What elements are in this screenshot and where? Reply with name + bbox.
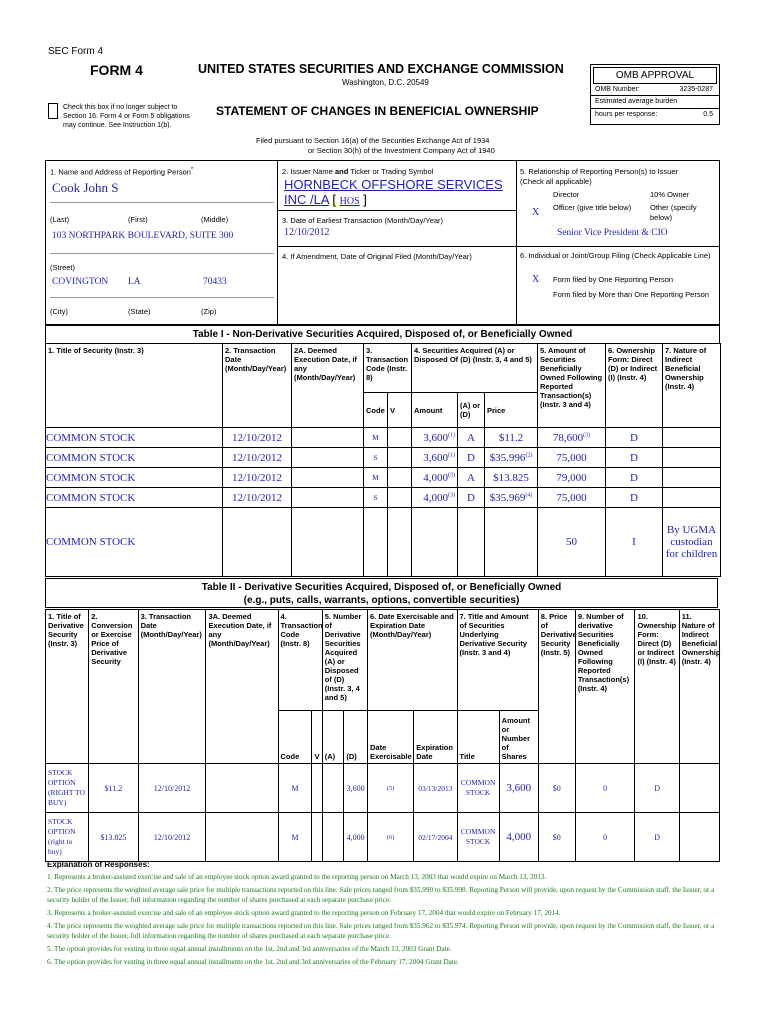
explanation-list [47,872,719,970]
officer-title: Senior Vice President & CIO [557,228,668,238]
one-person-option: Form filed by One Reporting Person [553,275,674,284]
reporting-person-section [45,160,720,325]
t1-date: 12/10/2012 [223,488,292,508]
t2-form-val: D [635,813,679,862]
t2-h10: 10. Ownership Form: Direct (D) or Indirect (I) (Instr. 4) [635,610,679,764]
reporting-person-name: Cook John S [52,180,119,195]
footnote-item: 1. Represents a broker-assisted exercise and sale of an employee stock option award granted to the reporting person on March 13, 2003 that would expire on March 13, 2013. [47,873,547,881]
t2-amt-val: 3,600 [499,764,538,813]
checkbox-instructions: Check this box if no longer subject to Section 16. Form 4 or Form 5 obligations may continue. See Instruction 1(b). [63,104,190,129]
officer-mark: X [532,207,540,218]
t1-h7: 7. Nature of Indirect Beneficial Ownership (Instr. 4) [663,344,721,428]
table-row [46,764,720,813]
t2-date-ex: Date Exercisable [367,711,413,764]
t2-code: Code [278,711,312,764]
t1-h1: 1. Title of Security (Instr. 3) [46,344,223,428]
t2-d: (D) [344,711,368,764]
t1-last-nature: By UGMA custodian for children [663,508,721,577]
table2-title: Table II - Derivative Securities Acquired, Disposed of, or Beneficially Owned [201,582,562,593]
t1-aord: (A) or (D) [458,393,485,428]
t2-conv-val: $13.825 [89,813,138,862]
table1 [45,343,721,577]
t1-price-val: $35.996$^{(2)}$ [485,448,538,468]
t2-code-val: M [278,813,312,862]
t1-h6: 6. Ownership Form: Direct (D) or Indirect (I) (Instr. 4) [606,344,663,428]
t1-amount-val: 3,600$^{(1)}$ [412,428,458,448]
t2-h6: 6. Date Exercisable and Expiration Date (Month/Day/Year) [367,610,457,711]
street-label: (Street) [50,263,76,272]
t2-h3a: 3A. Deemed Execution Date, if any (Month/Day/Year) [206,610,278,764]
city-value: COVINGTON [52,277,109,287]
t2-d-val: 4,000 [344,813,368,862]
t1-form-val: D [606,468,663,488]
earliest-transaction-date: 12/10/2012 [284,227,330,238]
form-label: SEC Form 4 [48,46,104,57]
first-label: (First) [128,215,148,224]
t1-h2: 2. Transaction Date (Month/Day/Year) [223,344,292,428]
t2-title-val: STOCK OPTION (right to buy) [46,813,89,862]
t1-owned-val: 79,000 [538,468,606,488]
t1-title: COMMON STOCK [46,448,223,468]
t1-amount-val: 3,600$^{(1)}$ [412,448,458,468]
table-row [46,468,721,488]
t1-code-val: M [364,428,388,448]
issuer-name[interactable]: HORNBECK OFFSHORE SERVICES [284,177,503,192]
box5-label: 5. Relationship of Reporting Person(s) to Issuer (Check all applicable) [520,167,678,186]
zip-label: (Zip) [201,307,217,316]
t1-h2a: 2A. Deemed Execution Date, if any (Month/Day/Year) [292,344,364,428]
t2-amt: Amount or Number of Shares [499,711,538,764]
t1-ad-val: A [458,468,485,488]
last-label: (Last) [50,215,70,224]
t1-price: Price [485,393,538,428]
omb-approval-box [590,64,720,125]
t2-dex-val: (5) [367,764,413,813]
t1-amount-val: 4,000$^{(3)}$ [412,468,458,488]
t1-owned-val: 78,600$^{(3)}$ [538,428,606,448]
box2-label: 2. Issuer Name and Ticker or Trading Symbol [282,167,434,176]
t1-title: COMMON STOCK [46,468,223,488]
table-row [46,428,721,448]
t1-code-val: S [364,488,388,508]
t1-form-val: D [606,428,663,448]
footnote-item: 5. The option provides for vesting in three equal annual installments on the 1st, 2nd and 3rd anniversaries of the March 13, 2003 Grant Date. [47,945,452,953]
t1-ad-val: D [458,448,485,468]
state-value: LA [128,277,141,287]
t2-form-val: D [635,764,679,813]
city-label: (City) [50,307,68,316]
t2-h4: 4. Transaction Code (Instr. 8) [278,610,322,711]
table1-title: Table I - Non-Derivative Securities Acquired, Disposed of, or Beneficially Owned [45,325,720,344]
omb-hours-label: hours per response: [595,111,658,118]
t2-date-val: 12/10/2012 [138,813,206,862]
t1-amount: Amount [412,393,458,428]
t1-price-val: $13.825 [485,468,538,488]
omb-title: OMB APPROVAL [593,67,717,84]
table2-subtitle: (e.g., puts, calls, warrants, options, convertible securities) [243,595,520,606]
table-row [46,813,720,862]
t2-owned-val: 0 [575,813,635,862]
no-longer-subject-checkbox[interactable] [48,103,58,119]
director-option: Director [553,190,580,199]
t2-a: (A) [322,711,344,764]
table1-header [46,344,721,393]
omb-number: 3235-0287 [679,86,713,93]
t2-h11: 11. Nature of Indirect Beneficial Ownership (Instr. 4) [679,610,719,764]
table-row [46,508,721,577]
t1-code-val: S [364,448,388,468]
t1-title: COMMON STOCK [46,488,223,508]
t2-amt-val: 4,000 [499,813,538,862]
t2-price-val: $0 [538,764,575,813]
footnote-item: 6. The option provides for vesting in three equal annual installments on the 1st, 2nd and 3rd anniversaries of the February 17, 2004 Grant Date. [47,958,459,966]
t2-exp-val: 02/17/2004 [414,813,457,862]
t1-date: 12/10/2012 [223,428,292,448]
t1-amount-val: 4,000$^{(3)}$ [412,488,458,508]
t2-v: V [312,711,322,764]
one-person-mark: X [532,274,540,285]
t2-sec-val: COMMON STOCK [457,813,499,862]
t2-date-val: 12/10/2012 [138,764,206,813]
t2-code-val: M [278,764,312,813]
t2-price-val: $0 [538,813,575,862]
box6-label: 6. Individual or Joint/Group Filing (Check Applicable Line) [520,251,711,260]
t1-v: V [388,393,412,428]
table2-header [46,610,720,711]
issuer-ticker-line: INC /LA [ HOS ] [284,192,367,207]
t2-h9: 9. Number of derivative Securities Beneficially Owned Following Reported Transaction(s) (Instr. 4) [575,610,635,764]
table2 [45,609,720,862]
agency-location: Washington, D.C. 20549 [342,78,429,87]
t1-code-val: M [364,468,388,488]
t1-price-val: $11.2 [485,428,538,448]
ticker-link[interactable]: HOS [339,196,360,207]
t1-form-val: D [606,448,663,468]
explanation-title: Explanation of Responses: [47,860,150,869]
table2-title-box [45,578,718,608]
ten-percent-option: 10% Owner [650,190,690,199]
t1-ad-val: A [458,428,485,448]
zip-value: 70433 [203,277,227,287]
footnote-item: 4. The price represents the weighted average sale price for multiple transactions reported on this line. Sale prices ranged from $35.962 to $35.974. Reporting Person will provide, upon request by the Commission staff, the Issuer, or a security holder of the Issuer, full information regarding the number of shares purchased at each separate purchase price. [47,922,715,940]
table-row [46,488,721,508]
t2-owned-val: 0 [575,764,635,813]
state-label: (State) [128,307,151,316]
omb-number-label: OMB Number: [595,86,640,93]
omb-burden-label: Estimated average burden [595,98,678,105]
t2-exp-val: 03/13/2013 [414,764,457,813]
t2-dex-val: (6) [367,813,413,862]
t1-date: 12/10/2012 [223,448,292,468]
footnote-item: 3. Represents a broker-assisted exercise and sale of an employee stock option award granted to the reporting person on February 17, 2004 that would expire on February 17, 2014. [47,909,561,917]
t2-h2: 2. Conversion or Exercise Price of Derivative Security [89,610,138,764]
t2-exp: Expiration Date [414,711,457,764]
t2-h1: 1. Title of Derivative Security (Instr. 3) [46,610,89,764]
t1-title: COMMON STOCK [46,428,223,448]
t2-d-val: 3,600 [344,764,368,813]
omb-hours: 0.5 [703,111,713,118]
form-title: FORM 4 [90,62,143,78]
t2-title: Title [457,711,499,764]
box1-label: 1. Name and Address of Reporting Person* [50,167,194,177]
footnote-item: 2. The price represents the weighted average sale price for multiple transactions reported on this line. Sale prices ranged from $35.990 to $35.998. Reporting Person will provide, upon request by the Commission staff, the Issuer, or a security holder of the Issuer, full information regarding the number of shares purchased at each separate purchase price. [47,886,715,904]
t1-code: Code [364,393,388,428]
officer-option: Officer (give title below) [553,203,632,212]
t2-sec-val: COMMON STOCK [457,764,499,813]
t2-h8: 8. Price of Derivative Security (Instr. 5) [538,610,575,764]
t1-last-owned: 50 [538,508,606,577]
filed-pursuant-2: or Section 30(h) of the Investment Company Act of 1940 [308,146,495,155]
t1-last-form: I [606,508,663,577]
agency-title: UNITED STATES SECURITIES AND EXCHANGE COMMISSION [198,62,564,76]
t1-form-val: D [606,488,663,508]
t1-price-val: $35.969$^{(4)}$ [485,488,538,508]
t2-h3: 3. Transaction Date (Month/Day/Year) [138,610,206,764]
t2-title-val: STOCK OPTION (RIGHT TO BUY) [46,764,89,813]
other-option: Other (specify below) [650,203,697,222]
t1-owned-val: 75,000 [538,448,606,468]
t1-owned-val: 75,000 [538,488,606,508]
t1-h4: 4. Securities Acquired (A) or Disposed Of (D) (Instr. 3, 4 and 5) [412,344,538,393]
box3-label: 3. Date of Earliest Transaction (Month/Day/Year) [282,216,444,225]
t2-conv-val: $11.2 [89,764,138,813]
statement-title: STATEMENT OF CHANGES IN BENEFICIAL OWNERSHIP [216,104,539,118]
t1-ad-val: D [458,488,485,508]
table-row [46,448,721,468]
reporting-address: 103 NORTHPARK BOULEVARD, SUITE 300 [52,231,234,241]
multi-person-option: Form filed by More than One Reporting Person [553,290,709,299]
t2-h5: 5. Number of Derivative Securities Acquired (A) or Disposed of (D) (Instr. 3, 4 and 5) [322,610,367,711]
t1-date: 12/10/2012 [223,468,292,488]
middle-label: (Middle) [201,215,229,224]
box4-label: 4. If Amendment, Date of Original Filed (Month/Day/Year) [282,252,472,261]
issuer-name-line2[interactable]: INC /LA [284,192,329,207]
t1-h5: 5. Amount of Securities Beneficially Owned Following Reported Transaction(s) (Instr. 3 and 4) [538,344,606,428]
t2-h7: 7. Title and Amount of Securities Underlying Derivative Security (Instr. 3 and 4) [457,610,538,711]
t1-h3: 3. Transaction Code (Instr. 8) [364,344,412,393]
filed-pursuant: Filed pursuant to Section 16(a) of the Securities Exchange Act of 1934 [256,136,490,145]
t1-last-title: COMMON STOCK [46,508,223,577]
